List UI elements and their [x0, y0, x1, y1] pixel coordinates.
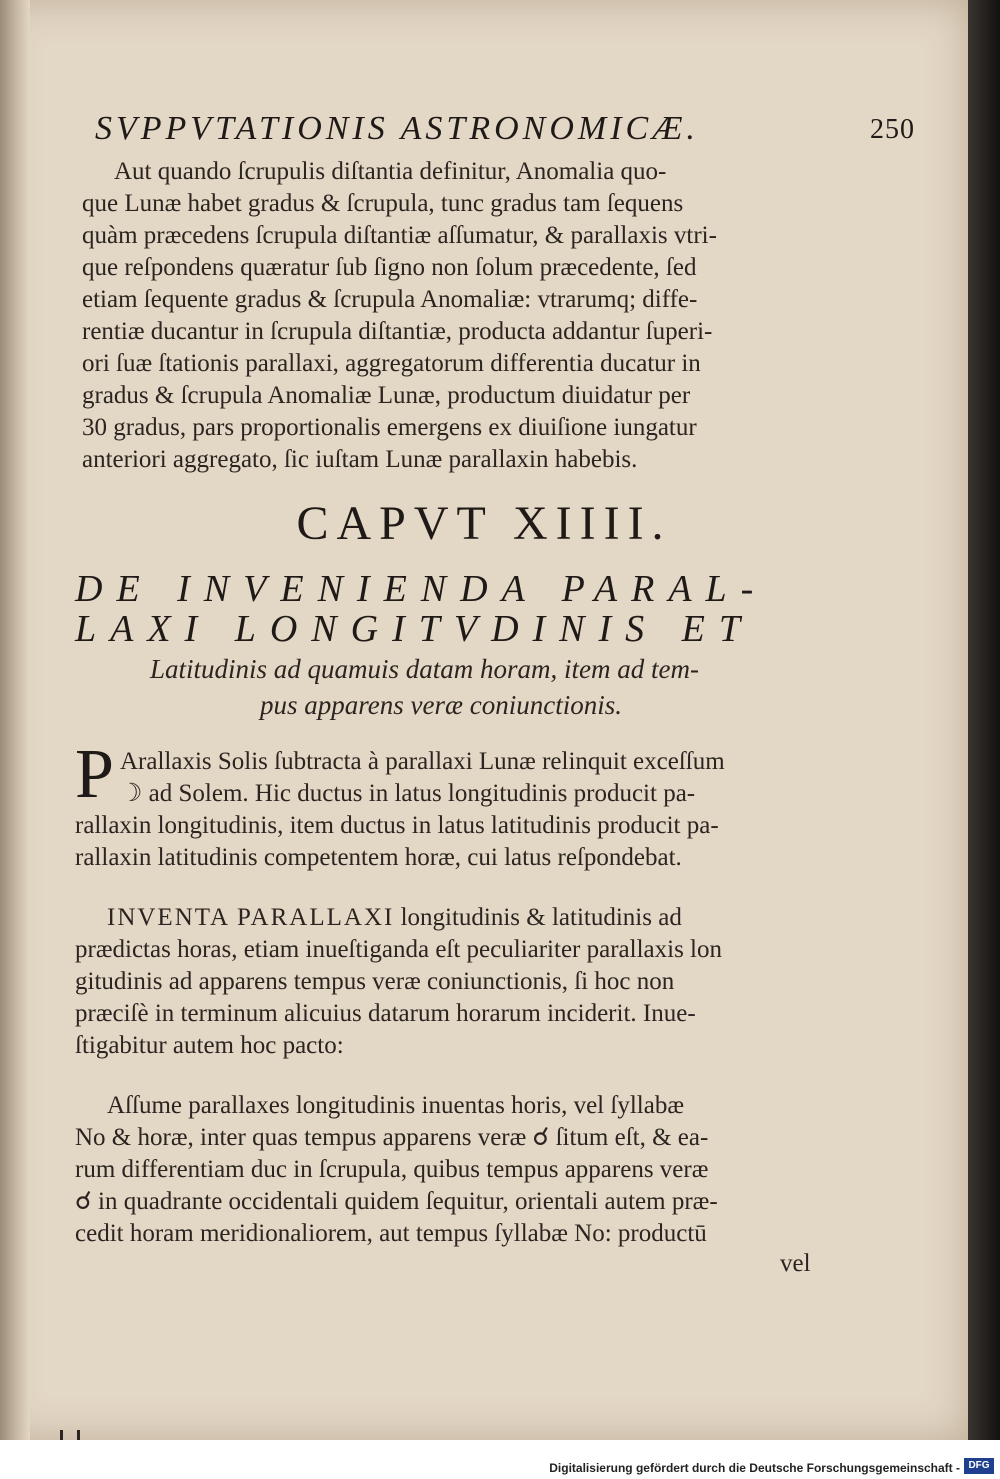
paragraph-lead: INVENTA PARALLAXI	[107, 904, 395, 931]
chapter-title: CAPVT XIIII.	[296, 497, 672, 550]
text-line: ☽ ad Solem. Hic ductus in latus longitudinis producit pa-	[120, 780, 696, 807]
text-line: præciſè in terminum alicuius datarum horarum inciderit. Inue-	[75, 1000, 696, 1027]
text-line: ☌ in quadrante occidentali quidem ſequitur, orientali autem præ-	[75, 1188, 718, 1215]
running-head	[95, 110, 915, 148]
text-line: Aut quando ſcrupulis diſtantia definitur, Anomalia quo-	[114, 158, 667, 185]
text-line: cedit horam meridionaliorem, aut tempus ſyllabæ No: productū	[75, 1220, 707, 1247]
text-line: gitudinis ad apparens tempus veræ coniunctionis, ſi hoc non	[75, 968, 675, 995]
gutter-mark	[60, 1430, 80, 1440]
text-line: 30 gradus, pars proportionalis emergens ex diuiſione iungatur	[82, 414, 697, 441]
paragraph-2	[120, 746, 880, 810]
paragraph-1	[82, 156, 872, 476]
text-line: que Lunæ habet gradus & ſcrupula, tunc gradus tam ſequens	[82, 190, 684, 217]
page-number: 250	[870, 114, 915, 145]
paragraph-2-cont	[75, 810, 835, 874]
digitization-credit: Digitalisierung gefördert durch die Deutsche Forschungsgemeinschaft -	[549, 1461, 960, 1475]
chapter-heading-line: DE INVENIENDA PARAL-	[75, 568, 768, 610]
chapter-heading-line: LAXI LONGITVDINIS ET	[75, 608, 755, 650]
page-binding	[0, 0, 30, 1440]
paragraph-4	[75, 1090, 835, 1250]
text-line: etiam ſequente gradus & ſcrupula Anomaliæ: vtrarumq; diffe-	[82, 286, 698, 313]
text-line: No & horæ, inter quas tempus apparens veræ ☌ ſitum eſt, & ea-	[75, 1124, 709, 1151]
text-line: rentiæ ducantur in ſcrupula diſtantiæ, producta addantur ſuperi-	[82, 318, 713, 345]
catchword: vel	[780, 1250, 811, 1277]
chapter-subheading-line: pus apparens veræ coniunctionis.	[260, 690, 622, 720]
page-edge	[968, 0, 1000, 1440]
text-line: rum differentiam duc in ſcrupula, quibus tempus apparens veræ	[75, 1156, 709, 1183]
text-line: Aſſume parallaxes longitudinis inuentas horis, vel ſyllabæ	[107, 1092, 684, 1119]
dfg-logo-icon: DFG	[964, 1458, 994, 1474]
text-line	[75, 902, 835, 934]
text-line: ori ſuæ ſtationis parallaxi, aggregatorum differentia ducatur in	[82, 350, 701, 377]
text-line: prædictas horas, etiam inueſtiganda eſt peculiariter parallaxis lon	[75, 936, 722, 963]
paragraph-3	[75, 902, 835, 1062]
text-line: gradus & ſcrupula Anomaliæ Lunæ, productum diuidatur per	[82, 382, 691, 409]
text-line: quàm præcedens ſcrupula diſtantiæ aſſumatur, & parallaxis vtri-	[82, 222, 717, 249]
text-line: ſtigabitur autem hoc pacto:	[75, 1032, 344, 1059]
text-line: que reſpondens quæratur ſub ſigno non ſolum præcedente, ſed	[82, 254, 697, 281]
running-head-title: SVPPVTATIONIS ASTRONOMICÆ.	[95, 110, 699, 147]
drop-capital: P	[75, 736, 114, 813]
chapter-subheading-line: Latitudinis ad quamuis datam horam, item ad tem-	[150, 654, 700, 684]
text-line: rallaxin longitudinis, item ductus in latus latitudinis producit pa-	[75, 812, 719, 839]
text-line: Arallaxis Solis ſubtracta à parallaxi Lunæ relinquit exceſſum	[120, 748, 725, 775]
text-line: rallaxin latitudinis competentem horæ, cui latus reſpondebat.	[75, 844, 682, 871]
text-run: longitudinis & latitudinis ad	[394, 904, 682, 931]
text-line: anteriori aggregato, ſic iuſtam Lunæ parallaxin habebis.	[82, 446, 638, 473]
